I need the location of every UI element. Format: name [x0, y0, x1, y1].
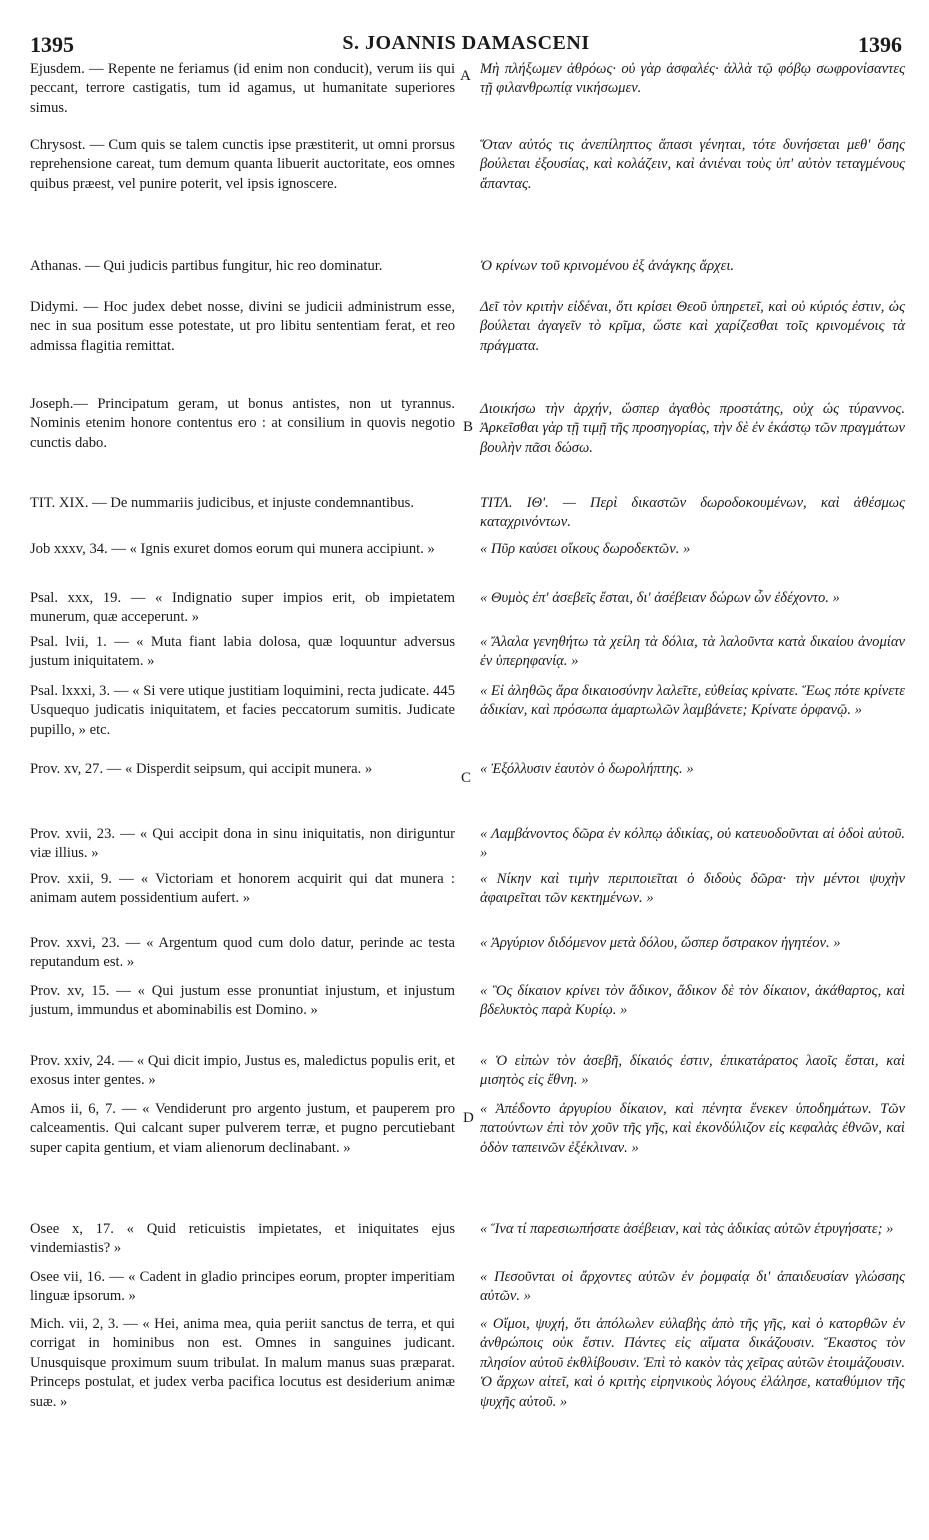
latin-paragraph: Psal. lxxxi, 3. — « Si vere utique justitiam loquimini, recta judicate. 445 Usquequo judicatis iniquitatem, et facies peccatorum sumitis. Judicate pupillo, » etc.: [30, 683, 455, 738]
greek-paragraph: « Ἵνα τί παρεσιωπήσατε ἀσέβειαν, καὶ τὰς ἀδικίας αὐτῶν ἐτρυγήσατε; »: [480, 1221, 894, 1237]
greek-paragraph: « Θυμὸς ἐπ' ἀσεβεῖς ἔσται, δι' ἀσέβειαν δώρων ὧν ἐδέχοντο. »: [480, 590, 840, 606]
greek-paragraph: « Ἀργύριον διδόμενον μετὰ δόλου, ὥσπερ ὄστρακον ἡγητέον. »: [480, 935, 841, 951]
greek-paragraph: « Ἀπέδοντο ἀργυρίου δίκαιον, καὶ πένητα ἕνεκεν ὑποδημάτων. Τῶν πατούντων ἐπὶ τὸν χοῦν τῆς γῆς, καὶ ἐκονδύλιζον εἰς κεφαλὰς ἐθνῶν, καὶ ὁδὸν ταπεινῶν ἐξέκλιναν. »: [480, 1101, 905, 1156]
greek-paragraph: « Λαμβάνοντος δῶρα ἐν κόλπῳ ἀδικίας, οὐ κατευοδοῦνται αἱ ὁδοὶ αὐτοῦ. »: [480, 826, 905, 862]
latin-paragraph: Osee x, 17. « Quid reticuistis impietates, et iniquitates ejus vindemiastis? »: [30, 1221, 455, 1257]
latin-paragraph: Psal. xxx, 19. — « Indignatio super impios erit, ob impietatem munerum, quæ acceperunt. »: [30, 590, 455, 626]
greek-paragraph: « Ὁ εἰπὼν τὸν ἀσεβῆ, δίκαιός ἐστιν, ἐπικατάρατος λαοῖς ἔσται, καὶ μισητὸς εἰς ἔθνη. »: [480, 1053, 905, 1089]
latin-paragraph: Joseph.— Principatum geram, ut bonus antistes, non ut tyrannus. Nominis etenim honore contentus ero : at consilium in quovis negotio cunctis dabo.: [30, 396, 455, 451]
page-header: [30, 32, 902, 60]
greek-paragraph: « Εἰ ἀληθῶς ἄρα δικαιοσύνην λαλεῖτε, εὐθείας κρίνατε. Ἕως πότε κρίνετε ἀδικίαν, καὶ πρόσωπα ἁμαρτωλῶν λαμβάνετε; Κρίνατε ὀρφανῷ. »: [480, 683, 905, 719]
greek-paragraph: Ὅταν αὐτός τις ἀνεπίληπτος ἅπασι γένηται, τότε δυνήσεται μεθ' ὅσης βούλεται ἐξουσίας, καὶ κολάζειν, καὶ ἀνιέναι τοὺς ὑπ' αὐτὸν τεταγμένους ἅπαντας.: [480, 137, 905, 192]
greek-paragraph: « Ἐξόλλυσιν ἑαυτὸν ὁ δωρολήπτης. »: [480, 761, 694, 777]
left-page-number: 1395: [30, 32, 74, 57]
margin-letter-a: A: [460, 68, 471, 84]
latin-paragraph: Job xxxv, 34. — « Ignis exuret domos eorum qui munera accipiunt. »: [30, 541, 435, 557]
greek-paragraph: « Πῦρ καύσει οἴκους δωροδεκτῶν. »: [480, 541, 691, 557]
greek-paragraph: ΤΙΤΛ. ΙΘʹ. — Περὶ δικαστῶν δωροδοκουμένων, καὶ ἀθέσμως καταχρινόντων.: [480, 495, 905, 531]
margin-letter-c: C: [461, 770, 472, 786]
latin-paragraph: Mich. vii, 2, 3. — « Hei, anima mea, quia periit sanctus de terra, et qui corrigat in hominibus non est. Omnes in sanguines judicant. Unusquisque proximum suum tribulat. In malum manus suas præparat. Princeps postulat, et judex verba pacifica locutus est desiderium animæ suæ. »: [30, 1316, 455, 1410]
greek-paragraph: « Ἄλαλα γενηθήτω τὰ χείλη τὰ δόλια, τὰ λαλοῦντα κατὰ δικαίου ἀνομίαν ἐν ὑπερηφανίᾳ. »: [480, 634, 905, 670]
latin-paragraph: Prov. xxiv, 24. — « Qui dicit impio, Justus es, maledictus populis erit, et exosus inter gentes. »: [30, 1053, 455, 1089]
greek-paragraph: Μὴ πλήξωμεν ἀθρόως· οὐ γὰρ ἀσφαλές· ἀλλὰ τῷ φόβῳ σωφρονίσαντες τῇ φιλανθρωπίᾳ νικήσωμεν.: [480, 61, 905, 97]
latin-paragraph: Prov. xv, 15. — « Qui justum esse pronuntiat injustum, et injustum justum, immundus et abominabilis est Domino. »: [30, 983, 455, 1019]
latin-paragraph: Prov. xv, 27. — « Disperdit seipsum, qui accipit munera. »: [30, 761, 373, 777]
right-page-number: 1396: [858, 32, 902, 57]
latin-paragraph: Amos ii, 6, 7. — « Vendiderunt pro argento justum, et pauperem pro calceamentis. Qui calcant super pulverem terræ, et pugno percutiebant super capita gentium, et viam alienorum declinabant. »: [30, 1101, 455, 1156]
latin-paragraph: Prov. xxii, 9. — « Victoriam et honorem acquirit qui dat munera : animam autem possidentium aufert. »: [30, 871, 455, 907]
greek-paragraph: « Νίκην καὶ τιμὴν περιποιεῖται ὁ διδοὺς δῶρα· τὴν μέντοι ψυχὴν ἀφαιρεῖται τῶν κεκτημένων. »: [480, 871, 905, 907]
latin-paragraph: Psal. lvii, 1. — « Muta fiant labia dolosa, quæ loquuntur adversus justum iniquitatem. »: [30, 634, 455, 670]
greek-paragraph: Διοικήσω τὴν ἀρχήν, ὥσπερ ἀγαθὸς προστάτης, οὐχ ὡς τύραννος. Ἀρκεῖσθαι γὰρ τῇ τιμῇ τῆς προσηγορίας, τὴν δὲ ἐν ἑκάστῳ τῶν πραγμάτων βουλὴν πᾶσι δώσω.: [480, 401, 906, 456]
greek-paragraph: « Ὃς δίκαιον κρίνει τὸν ἄδικον, ἄδικον δὲ τὸν δίκαιον, ἀκάθαρτος, καὶ βδελυκτὸς παρὰ Κυρίῳ. »: [480, 983, 905, 1019]
greek-paragraph: Δεῖ τὸν κριτὴν εἰδέναι, ὅτι κρίσει Θεοῦ ὑπηρετεῖ, καὶ οὐ κύριός ἐστιν, ὡς βούλεται ἀγαγεῖν τὸ κρῖμα, ὥστε καὶ χαρίζεσθαι τοῖς κρινομένοις τὰ πράγματα.: [480, 299, 905, 354]
latin-paragraph: Athanas. — Qui judicis partibus fungitur, hic reo dominatur.: [30, 258, 383, 274]
greek-paragraph: « Πεσοῦνται οἱ ἄρχοντες αὐτῶν ἐν ῥομφαίᾳ δι' ἀπαιδευσίαν γλώσσης αὐτῶν. »: [480, 1269, 905, 1305]
greek-paragraph: Ὁ κρίνων τοῦ κρινομένου ἐξ ἀνάγκης ἄρχει.: [480, 258, 735, 274]
latin-paragraph: Didymi. — Hoc judex debet nosse, divini se judicii administrum esse, nec in sua positum esse potestate, ut pro libitu sententiam ferat, et reo admissa flagitia remittat.: [30, 299, 455, 354]
latin-paragraph: Chrysost. — Cum quis se talem cunctis ipse præstiterit, ut omni prorsus reprehensione careat, tum demum quanta libuerit auctoritate, eos omnes quibus præest, vel punire poterit, vel ipsis ignoscere.: [30, 137, 455, 192]
latin-paragraph: TIT. XIX. — De nummariis judicibus, et injuste condemnantibus.: [30, 495, 414, 511]
latin-paragraph: Osee vii, 16. — « Cadent in gladio principes eorum, propter imperitiam linguæ ipsorum. »: [30, 1269, 455, 1305]
latin-paragraph: Prov. xxvi, 23. — « Argentum quod cum dolo datur, perinde ac testa reputandum est. »: [30, 935, 455, 971]
latin-paragraph: Ejusdem. — Repente ne feriamus (id enim non conducit), verum iis qui peccant, terrore castigatis, tum id agamus, ut humanitate superiores simus.: [30, 61, 455, 116]
margin-letter-d: D: [463, 1110, 474, 1126]
margin-letter-b: B: [463, 419, 474, 435]
latin-paragraph: Prov. xvii, 23. — « Qui accipit dona in sinu iniquitatis, non diriguntur viæ illius. »: [30, 826, 455, 862]
running-title: S. JOANNIS DAMASCENI: [342, 32, 590, 54]
greek-paragraph: « Οἴμοι, ψυχή, ὅτι ἀπόλωλεν εὐλαβὴς ἀπὸ τῆς γῆς, καὶ ὁ κατορθῶν ἐν ἀνθρώποις οὐκ ἔστιν. Πάντες εἰς αἵματα δικάζουσιν. Ἕκαστος τὸν πλησίον αὐτοῦ ἐκθλίβουσιν. Ἐπὶ τὸ κακὸν τὰς χεῖρας αὐτῶν ἑτοιμάζουσιν. Ὁ ἄρχων αἰτεῖ, καὶ ὁ κριτὴς εἰρηνικοὺς λόγους ἐλάλησε, καταθύμιον τῆς ψυχῆς αὐτοῦ. »: [480, 1316, 905, 1410]
